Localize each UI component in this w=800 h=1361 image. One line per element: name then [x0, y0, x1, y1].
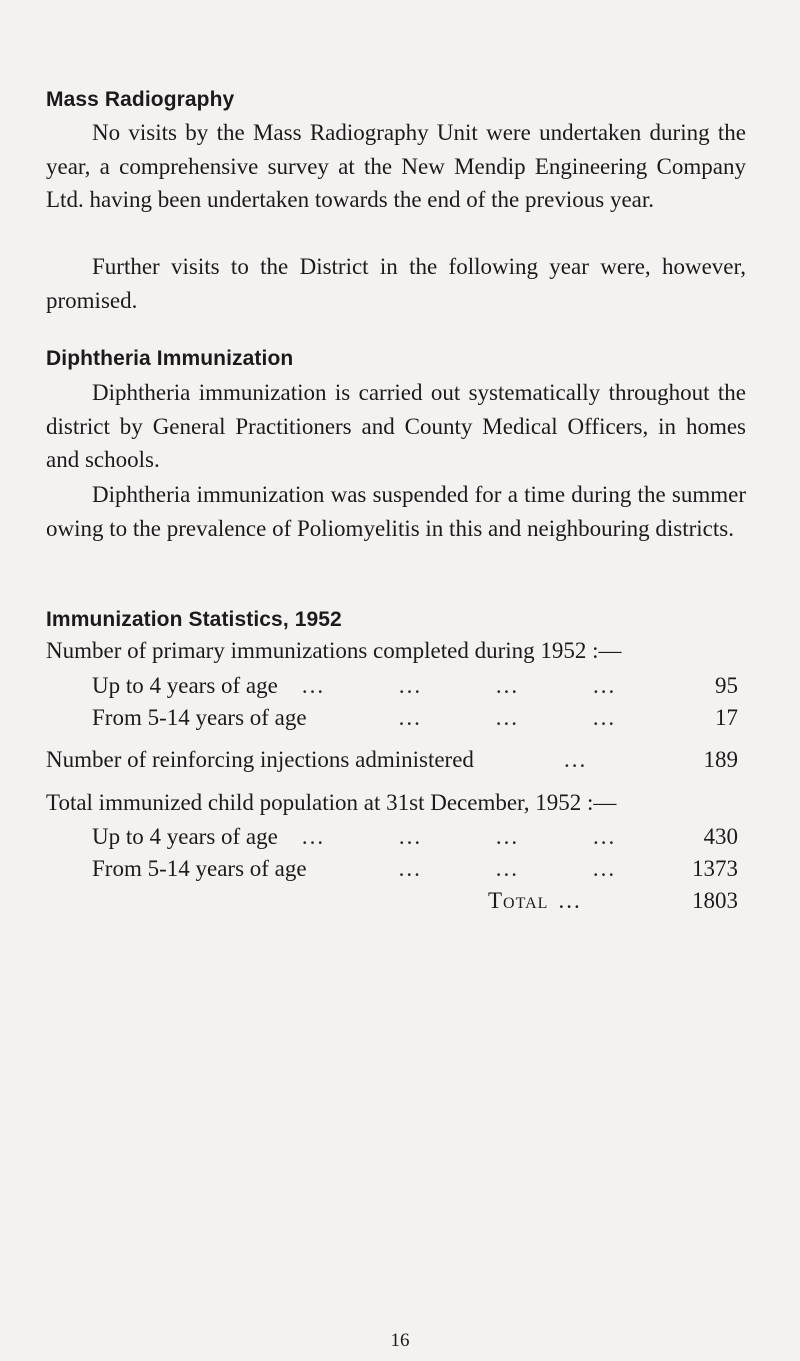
- stat-value: 1373: [691, 856, 738, 881]
- leader-dots: ...: [592, 856, 617, 881]
- stat-row-primary-5-14: [92, 701, 738, 734]
- stat-value: 189: [703, 747, 738, 772]
- leader-dots: ...: [398, 824, 423, 849]
- total-label: Total: [488, 888, 549, 913]
- section-heading-diphtheria: Diphtheria Immunization: [46, 347, 294, 370]
- leader-dots: ...: [495, 856, 519, 881]
- leader-dots: ...: [495, 705, 519, 730]
- stat-value: 430: [703, 824, 738, 849]
- leader-dots: ...: [495, 824, 520, 849]
- primary-immunizations-intro: Number of primary immunizations completed during 1952 :—: [46, 638, 622, 663]
- stat-row-reinforcing: [46, 743, 738, 776]
- section-heading-statistics: Immunization Statistics, 1952: [46, 608, 342, 631]
- stat-label: From 5-14 years of age: [92, 856, 307, 881]
- leader-dots: ...: [301, 824, 326, 849]
- page-number: 16: [390, 1330, 410, 1351]
- stat-label: From 5-14 years of age: [92, 705, 307, 730]
- stat-label: Number of reinforcing injections administered: [46, 747, 474, 772]
- stat-label: Up to 4 years of age: [92, 824, 278, 849]
- stat-value: 17: [714, 705, 738, 730]
- leader-dots: ...: [398, 673, 423, 698]
- stat-label: Up to 4 years of age: [92, 673, 278, 698]
- leader-dots: ...: [592, 705, 617, 730]
- leader-dots: ...: [398, 705, 422, 730]
- paragraph-mass-radiography-1: No visits by the Mass Radiography Unit were undertaken during the year, a comprehensive survey at the New Mendip Engineering Company Ltd. having been undertaken towards the end of the previous year.: [46, 120, 746, 212]
- stat-row-total: [488, 884, 738, 917]
- leader-dots: ...: [301, 673, 326, 698]
- stat-row-population-5-14: [92, 852, 738, 885]
- leader-dots: ...: [592, 673, 617, 698]
- paragraph-diphtheria-2: Diphtheria immunization was suspended for a time during the summer owing to the prevalence of Poliomyelitis in this and neighbouring districts.: [46, 482, 746, 541]
- stat-row-population-up-to-4: [92, 820, 738, 853]
- stat-value: 95: [714, 673, 738, 698]
- stat-row-primary-up-to-4: [92, 669, 738, 702]
- total-value: 1803: [692, 888, 738, 913]
- leader-dots: ...: [495, 673, 520, 698]
- leader-dots: ...: [558, 888, 582, 913]
- leader-dots: ...: [563, 747, 588, 772]
- leader-dots: ...: [592, 824, 617, 849]
- population-intro: Total immunized child population at 31st December, 1952 :—: [46, 790, 617, 815]
- paragraph-mass-radiography-2: Further visits to the District in the following year were, however, promised.: [46, 254, 746, 313]
- paragraph-diphtheria-1: Diphtheria immunization is carried out systematically throughout the district by General Practitioners and County Medical Officers, in homes and schools.: [46, 380, 746, 472]
- leader-dots: ...: [398, 856, 422, 881]
- section-heading-mass-radiography: Mass Radiography: [46, 88, 235, 111]
